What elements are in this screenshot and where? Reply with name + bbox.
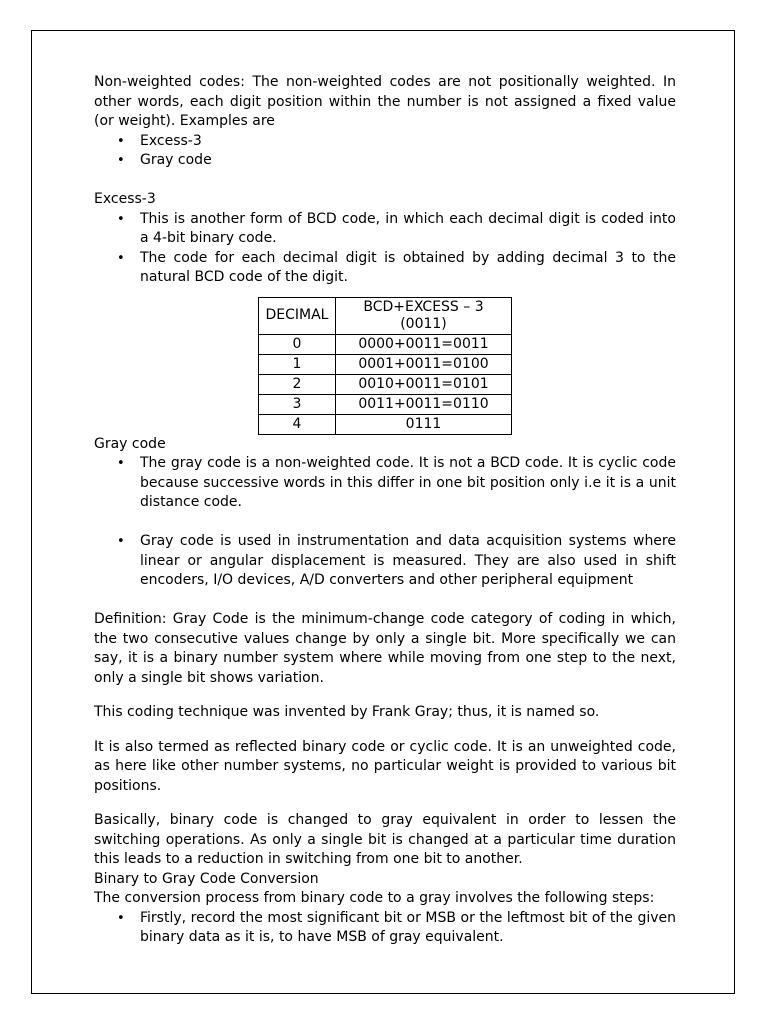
- definition-text: Gray Code is the minimum-change code category of coding in which, the two consecutive values change by only a single bit. More specifically we can say, it is a binary number system where while moving from one step to the next, only a single bit shows variation.: [94, 611, 676, 686]
- list-item: • Gray code is used in instrumentation and data acquisition systems where linear or angular displacement is measured. They are also used in shift encoders, I/O devices, A/D converters and other peripheral equipment: [140, 532, 676, 591]
- excess3-table: [258, 297, 512, 435]
- document-page: [31, 30, 735, 994]
- table-header-cell: BCD+EXCESS – 3 (0011): [336, 297, 512, 334]
- list-item: • The gray code is a non-weighted code. It is not a BCD code. It is cyclic code because successive words in this differ in one bit position only i.e it is a unit distance code.: [140, 454, 676, 513]
- spacer: [94, 688, 676, 703]
- table-cell: 0000+0011=0011: [336, 334, 512, 354]
- table-cell: 2: [259, 374, 336, 394]
- conversion-heading: Binary to Gray Code Conversion: [94, 870, 319, 887]
- table-row: [259, 414, 512, 434]
- non-weighted-label: Non-weighted codes:: [94, 74, 245, 90]
- definition-paragraph: [94, 610, 676, 688]
- table-cell: 4: [259, 414, 336, 434]
- paragraph: It is also termed as reflected binary code or cyclic code. It is an unweighted code, as here like other number systems, no particular weight is provided to various bit positions.: [94, 738, 676, 794]
- table-cell: 0011+0011=0110: [336, 394, 512, 414]
- list-item: • Excess-3: [140, 132, 676, 152]
- definition-label: Definition:: [94, 611, 167, 627]
- spacer: [94, 796, 676, 811]
- table-header-cell: DECIMAL: [259, 297, 336, 334]
- conversion-steps-list: [94, 909, 676, 948]
- gray-code-list: [94, 454, 676, 591]
- table-row: [259, 394, 512, 414]
- table-cell: 0: [259, 334, 336, 354]
- table-row: [259, 374, 512, 394]
- table-row: [259, 354, 512, 374]
- table-cell: 0001+0011=0100: [336, 354, 512, 374]
- excess3-list: [94, 210, 676, 288]
- table-row: [259, 334, 512, 354]
- gray-code-heading: Gray code: [94, 435, 166, 452]
- conversion-intro: The conversion process from binary code to a gray involves the following steps:: [94, 890, 655, 906]
- table-cell: 1: [259, 354, 336, 374]
- list-item: • This is another form of BCD code, in which each decimal digit is coded into a 4-bit binary code.: [140, 210, 676, 249]
- list-item: • Firstly, record the most significant bit or MSB or the leftmost bit of the given binary data as it is, to have MSB of gray equivalent.: [140, 909, 676, 948]
- spacer: [94, 723, 676, 738]
- non-weighted-text: The non-weighted codes are not positionally weighted. In other words, each digit position within the number is not assigned a fixed value (or weight). Examples are: [94, 74, 676, 129]
- table-cell: 0111: [336, 414, 512, 434]
- list-item: • The code for each decimal digit is obtained by adding decimal 3 to the natural BCD code of the digit.: [140, 249, 676, 288]
- examples-list: [94, 132, 676, 171]
- document-content: [94, 73, 676, 948]
- spacer: [94, 171, 676, 191]
- non-weighted-paragraph: [94, 73, 676, 132]
- list-item: • Gray code: [140, 151, 676, 171]
- excess3-heading: Excess-3: [94, 191, 156, 207]
- table-cell: 3: [259, 394, 336, 414]
- table-header-row: [259, 297, 512, 334]
- spacer: [94, 591, 676, 611]
- table-cell: 0010+0011=0101: [336, 374, 512, 394]
- paragraph: This coding technique was invented by Frank Gray; thus, it is named so.: [94, 704, 600, 720]
- paragraph: Basically, binary code is changed to gray equivalent in order to lessen the switching operations. As only a single bit is changed at a particular time duration this leads to a reduction in switching from one bit to another.: [94, 812, 676, 867]
